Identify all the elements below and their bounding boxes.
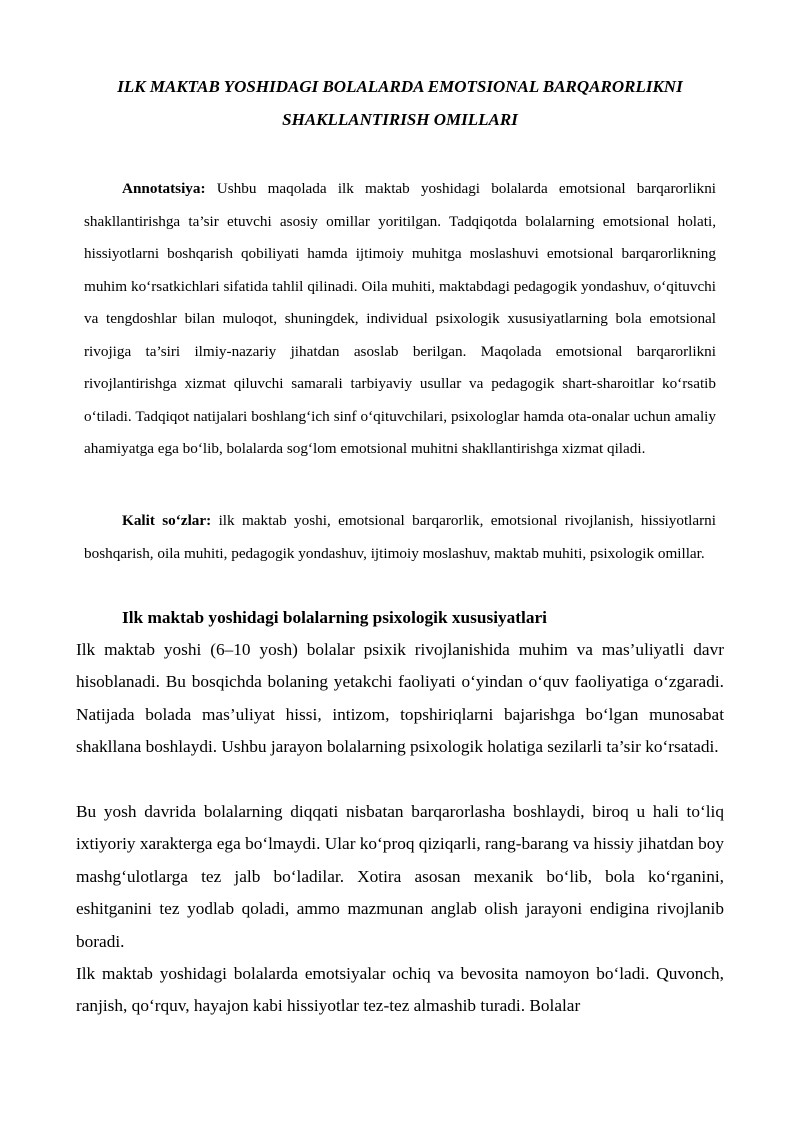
body-paragraph: Ilk maktab yoshi (6–10 yosh) bolalar psixik rivojlanishida muhim va mas’uliyatli davr hisoblanadi. Bu bosqichda bolaning yetakchi faoliyati o‘yindan o‘quv faoliyatiga o‘zgaradi. Natijada bolada mas’uliyat hissi, intizom, topshiriqlarni bajarishga bo‘lgan munosabat shakllana boshlaydi. Ushbu jarayon bolalarning psixologik holatiga sezilarli ta’sir ko‘rsatadi. [76, 640, 724, 757]
title-line-2: SHAKLLANTIRISH OMILLARI [282, 110, 518, 129]
annotation-text: Ushbu maqolada ilk maktab yoshidagi bolalarda emotsional barqarorlikni shakllantirishga ta’sir etuvchi asosiy omillar yoritilgan. Tadqiqotda bolalarning emotsional holati, hissiyotlarni boshqarish qobiliyati hamda ijtimoiy muhitga moslashuvi emotsional barqarorlikning muhim ko‘rsatkichlari sifatida tahlil qilinadi. Oila muhiti, maktabdagi pedagogik yondashuv, o‘qituvchi va tengdoshlar bilan muloqot, shuningdek, individual psixologik xususiyatlarning bola emotsional rivojiga ta’siri ilmiy-nazariy jihatdan asoslab berilgan. Maqolada emotsional barqarorlikni rivojlantirishga xizmat qiluvchi samarali tarbiyaviy usullar va pedagogik shart-sharoitlar ko‘rsatib o‘tiladi. Tadqiqot natijalari boshlang‘ich sinf o‘qituvchilari, psixologlar hamda ota-onalar uchun amaliy ahamiyatga ega bo‘lib, bolalarda sog‘lom emotsional muhitni shakllantirishga xizmat qiladi. [84, 180, 717, 457]
annotation-paragraph [84, 173, 716, 466]
body-paragraph: Ilk maktab yoshidagi bolalarda emotsiyalar ochiq va bevosita namoyon bo‘ladi. Quvonch, ranjish, qo‘rquv, hayajon kabi hissiyotlar tez-tez almashib turadi. Bolalar [76, 964, 724, 1016]
page-title [76, 70, 724, 136]
keywords-paragraph [84, 505, 716, 570]
keywords-label: Kalit so‘zlar: [122, 512, 212, 529]
keywords-text: ilk maktab yoshi, emotsional barqarorlik, emotsional rivojlanish, hissiyotlarni boshqarish, oila muhiti, pedagogik yondashuv, ijtimoiy moslashuv, maktab muhiti, psixologik omillar. [84, 512, 716, 562]
annotation-label: Annotatsiya: [122, 180, 206, 197]
body-paragraph: Bu yosh davrida bolalarning diqqati nisbatan barqarorlasha boshlaydi, biroq u hali to‘liq ixtiyoriy xarakterga ega bo‘lmaydi. Ular ko‘proq qiziqarli, rang-barang va hissiy jihatdan boy mashg‘ulotlarga tez jalb bo‘ladilar. Xotira asosan mexanik bo‘lib, bola ko‘rganini, eshitganini tez yodlab qoladi, ammo mazmunan anglab olish jarayoni endigina rivojlanib boradi. [76, 802, 725, 951]
title-line-1: ILK MAKTAB YOSHIDAGI BOLALARDA EMOTSIONAL BARQARORLIKNI [117, 77, 683, 96]
section-heading: Ilk maktab yoshidagi bolalarning psixologik xususiyatlari [122, 608, 547, 627]
